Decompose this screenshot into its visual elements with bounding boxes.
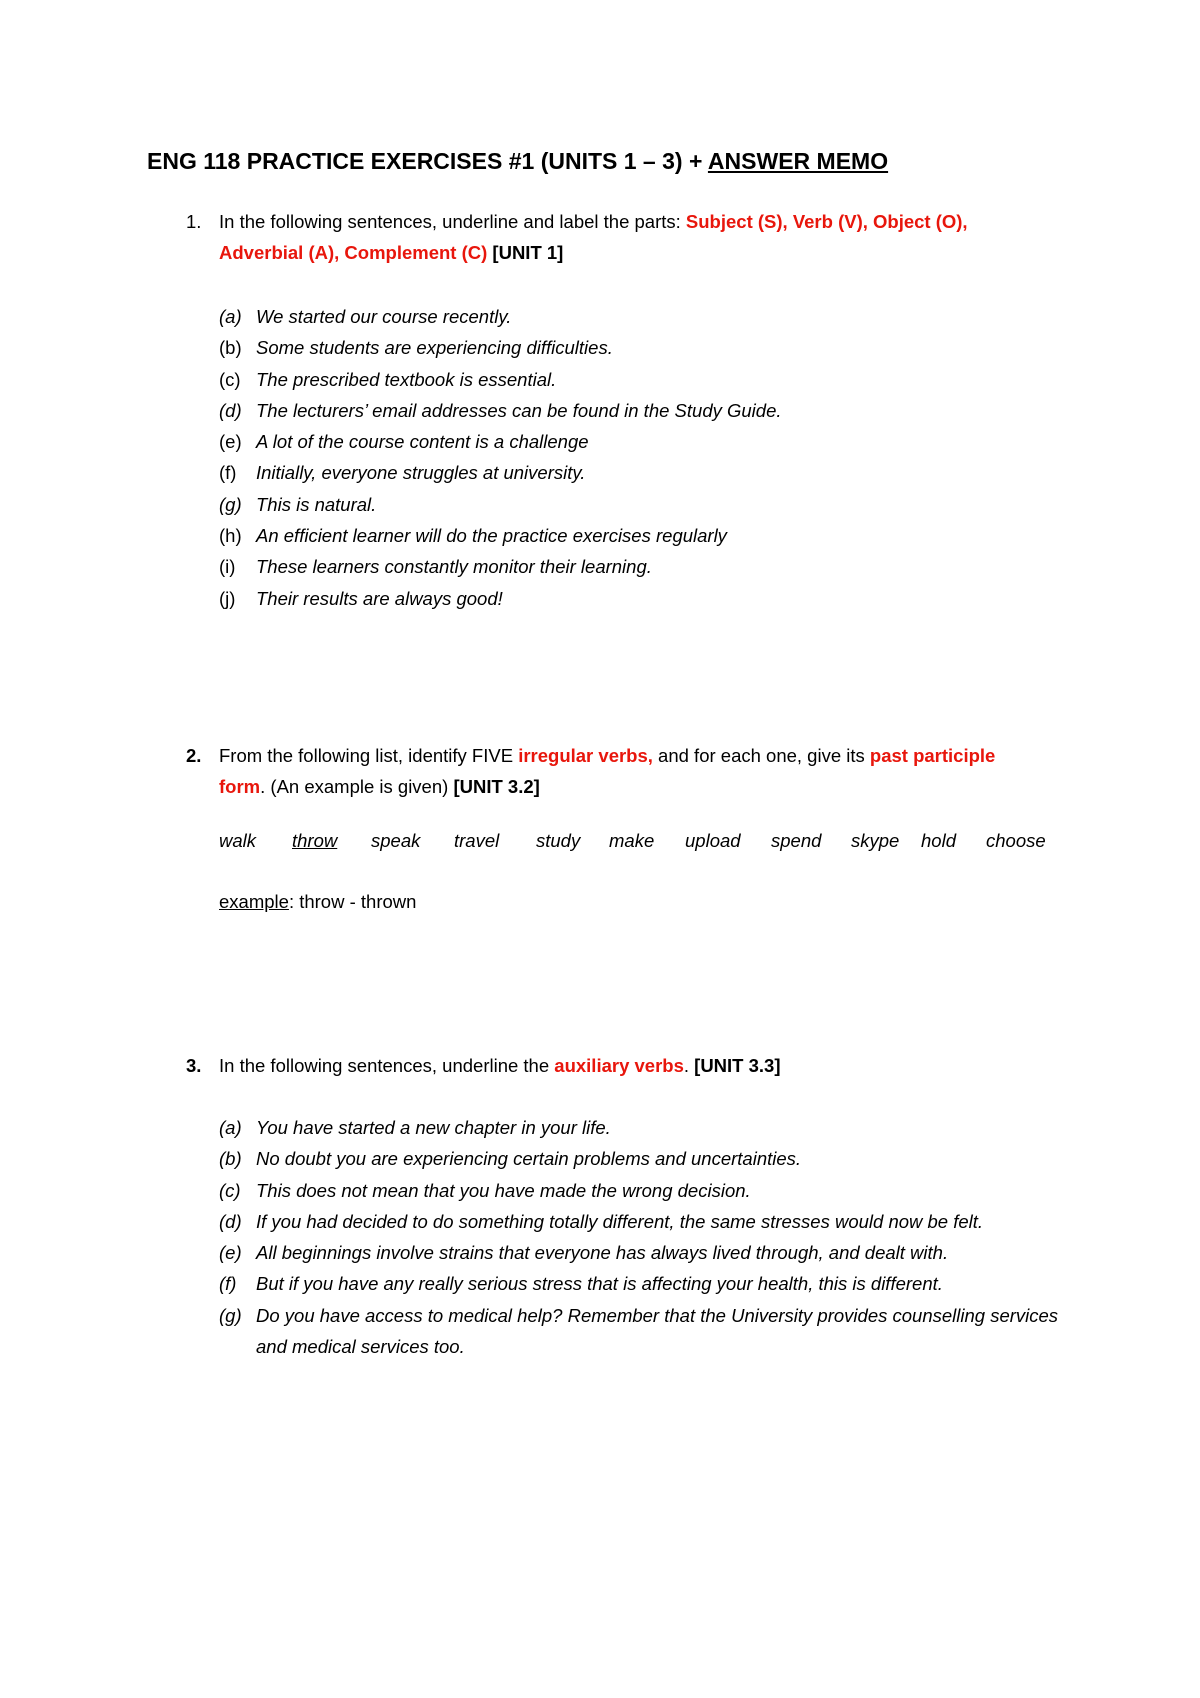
q2-text3: . (An example is given) [260,776,454,797]
q3-unit: [UNIT 3.3] [694,1055,781,1076]
verb-item: hold [921,830,956,851]
sentence-text: An efficient learner will do the practice exercises regularly [256,525,727,547]
q2-unit: [UNIT 3.2] [453,776,540,797]
sentence-label: (c) [219,1179,241,1201]
q3-text2: . [683,1055,695,1076]
sentence-label: (g) [219,1304,242,1326]
sentence-label: (e) [219,1242,242,1264]
sentence-text: Do you have access to medical help? Remember that the University provides counselling services and medical services too. [256,1304,1059,1357]
example-line [219,891,416,913]
verb-item-example: throw [292,830,338,851]
sentence-text: This does not mean that you have made the wrong decision. [256,1179,751,1201]
document-title [147,148,888,175]
q2-past-participle: past participle [869,745,996,766]
sentence-text: We started our course recently. [256,306,512,327]
sentence-text: Some students are experiencing difficulties. [256,337,613,359]
sentence-label: (a) [219,1117,242,1138]
sentence-text: If you had decided to do something totally different, the same stresses would now be felt. [256,1210,984,1232]
title-main: ENG 118 PRACTICE EXERCISES #1 (UNITS 1 – 3) + [147,148,708,174]
sentence-label: (a) [219,306,242,327]
verb-item: choose [986,830,1046,851]
example-text: : throw - thrown [288,891,417,912]
q2-text2: and for each one, give its [652,745,870,766]
question-2-number: 2. [186,745,202,766]
title-answer-memo: ANSWER MEMO [707,148,889,174]
sentence-text: You have started a new chapter in your life. [256,1117,611,1138]
q3-auxiliary-verbs: auxiliary verbs [554,1055,684,1076]
question-1-number: 1. [186,211,202,232]
example-label: example [219,891,289,912]
question-3-number: 3. [186,1055,202,1076]
sentence-label: (f) [219,462,237,484]
sentence-label: (i) [219,556,236,578]
sentence-text: The prescribed textbook is essential. [256,368,557,390]
verb-item: make [609,830,655,851]
sentence-text: Initially, everyone struggles at university. [256,462,586,484]
q2-text1: From the following list, identify FIVE [219,745,519,766]
sentence-label: (f) [219,1273,237,1295]
sentence-text: A lot of the course content is a challenge [256,431,589,453]
q1-instruction: In the following sentences, underline and label the parts: [219,211,686,232]
sentence-label: (d) [219,399,242,421]
sentence-label: (j) [219,587,236,609]
sentence-text: But if you have any really serious stress that is affecting your health, this is different. [256,1273,943,1295]
verb-item: speak [371,830,421,851]
sentence-label: (h) [219,525,242,547]
question-2-text [219,740,1079,802]
verb-item: study [536,830,581,851]
question-3-text [219,1050,1079,1081]
q1-unit: [UNIT 1] [487,242,564,263]
sentence-label: (b) [219,337,242,359]
sentence-label: (d) [219,1210,242,1232]
sentence-label: (g) [219,493,242,515]
q1-parts-line2: Adverbial (A), Complement (C) [219,242,488,263]
sentence-text: No doubt you are experiencing certain problems and uncertainties. [256,1148,802,1170]
question-1-text [219,206,1079,268]
sentence-text: The lecturers’ email addresses can be found in the Study Guide. [256,399,782,421]
q2-irregular-verbs: irregular verbs, [518,745,653,766]
q2-form: form [219,776,261,797]
verb-item: upload [685,830,741,851]
verb-item: skype [851,830,900,851]
verb-item: walk [219,830,257,851]
q1-parts-line1: Subject (S), Verb (V), Object (O), [685,211,968,232]
sentence-label: (c) [219,368,241,390]
q3-text1: In the following sentences, underline the [219,1055,555,1076]
verb-item: spend [771,830,822,851]
sentence-text: This is natural. [256,493,377,515]
sentence-label: (b) [219,1148,242,1170]
verb-item: travel [454,830,500,851]
sentence-label: (e) [219,431,242,453]
sentence-text: These learners constantly monitor their learning. [256,556,652,578]
sentence-text: Their results are always good! [256,587,503,609]
sentence-text: All beginnings involve strains that everyone has always lived through, and dealt with. [256,1242,949,1264]
